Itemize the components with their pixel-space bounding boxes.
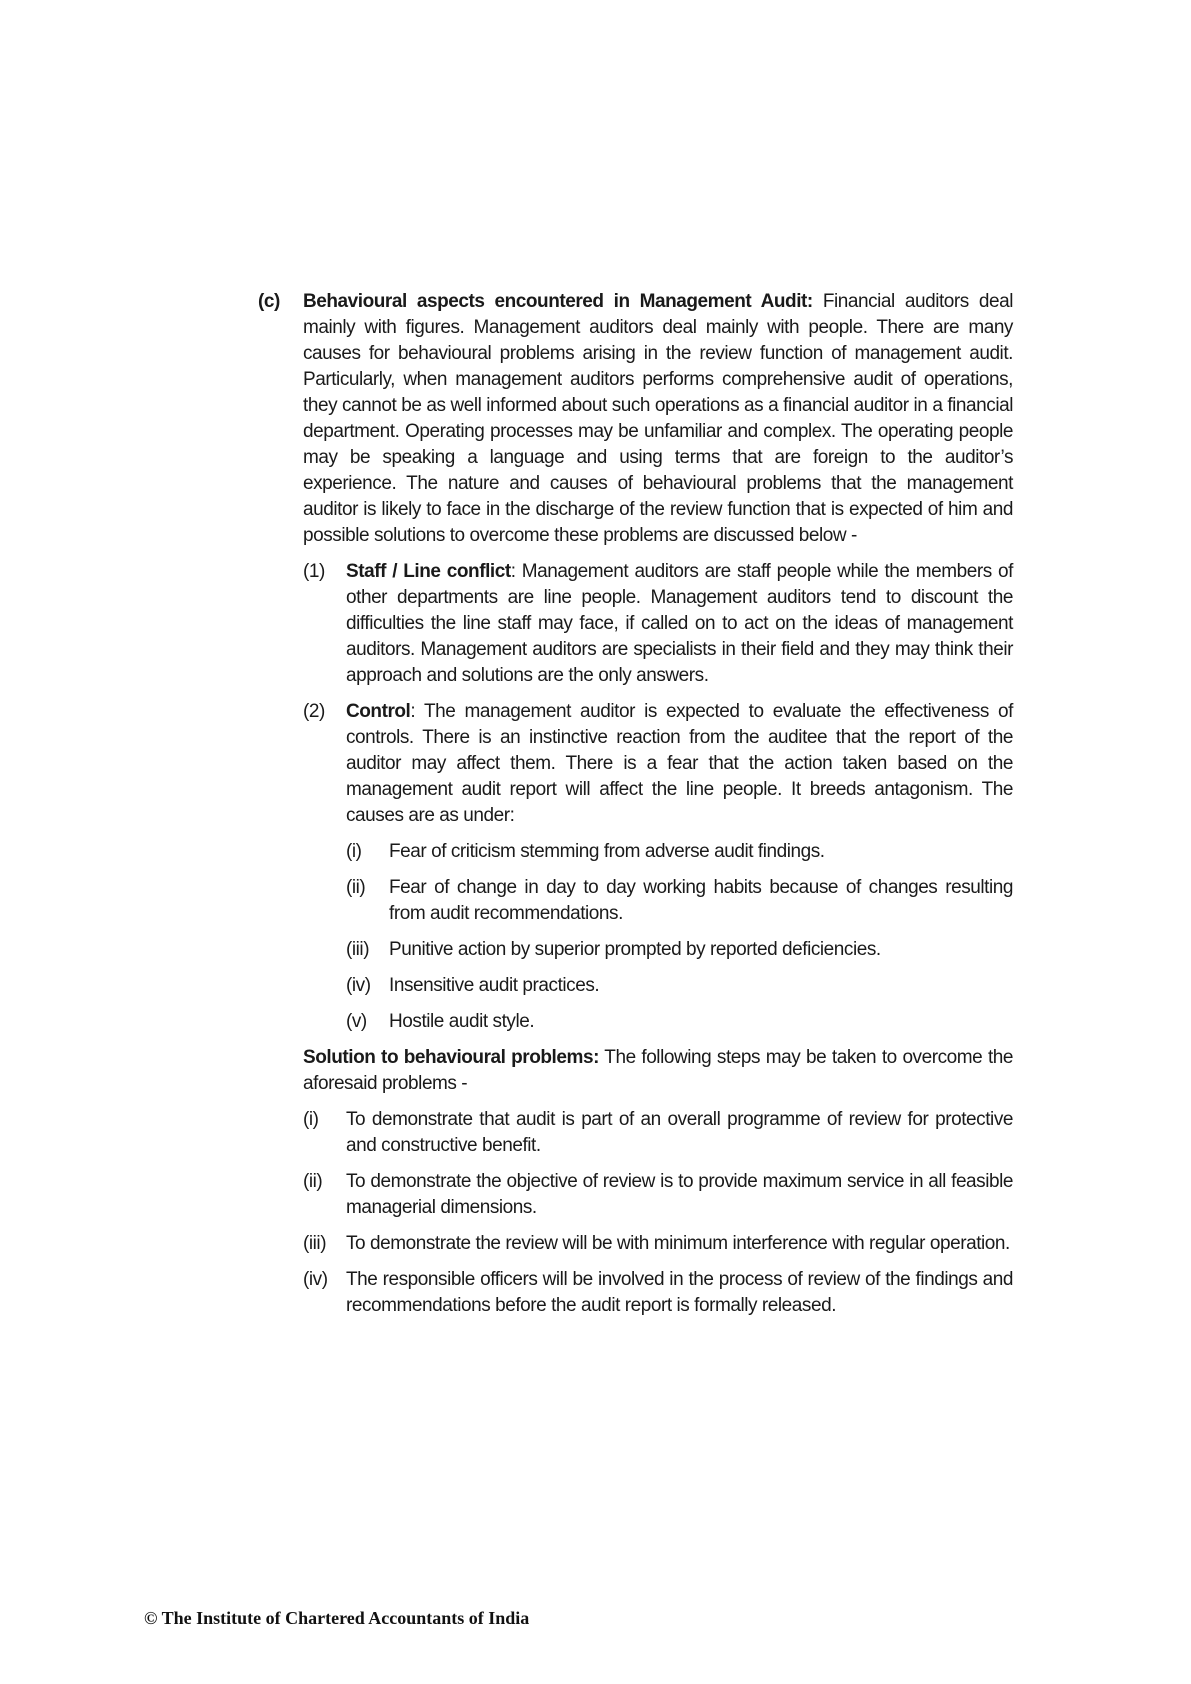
cause-item	[346, 839, 1013, 865]
problem-item	[303, 699, 1013, 829]
problem-text: : The management auditor is expected to evaluate the effectiveness of controls. There is an instinctive reaction from the auditee that the report of the auditor may affect them. There is a fear that the action taken based on the management audit report will affect the line people. It breeds antagonism. The causes are as under:	[346, 701, 1013, 826]
problem-paragraph	[346, 699, 1013, 829]
cause-label: (v)	[346, 1011, 367, 1032]
problem-heading: Staff / Line conflict	[346, 561, 511, 582]
cause-item	[346, 1009, 1013, 1035]
problem-item	[303, 559, 1013, 689]
cause-label: (i)	[346, 841, 362, 862]
cause-text: Punitive action by superior prompted by reported deficiencies.	[389, 939, 881, 960]
problem-heading: Control	[346, 701, 411, 722]
solution-step	[303, 1231, 1013, 1257]
problem-label: (2)	[303, 701, 325, 722]
solution-heading: Solution to behavioural problems:	[303, 1047, 599, 1068]
step-text: The responsible officers will be involved in the process of review of the findings and recommendations before the audit report is formally released.	[346, 1269, 1013, 1316]
problem-paragraph	[346, 559, 1013, 689]
section-label: (c)	[258, 291, 280, 312]
step-text: To demonstrate the objective of review is to provide maximum service in all feasible managerial dimensions.	[346, 1171, 1013, 1218]
problem-text: : Management auditors are staff people while the members of other departments are line people. Management auditors tend to discount the difficulties the line staff may face, if called on to act on the ideas of management auditors. Management auditors are specialists in their field and they may think their approach and solutions are the only answers.	[346, 561, 1013, 686]
solution-step	[303, 1267, 1013, 1319]
cause-label: (ii)	[346, 877, 366, 898]
cause-item	[346, 973, 1013, 999]
cause-text: Fear of change in day to day working habits because of changes resulting from audit recommendations.	[389, 877, 1013, 924]
step-text: To demonstrate that audit is part of an overall programme of review for protective and constructive benefit.	[346, 1109, 1013, 1156]
cause-text: Hostile audit style.	[389, 1011, 535, 1032]
step-label: (i)	[303, 1109, 319, 1130]
problem-label: (1)	[303, 561, 325, 582]
step-label: (iii)	[303, 1233, 327, 1254]
cause-label: (iii)	[346, 939, 370, 960]
cause-text: Fear of criticism stemming from adverse audit findings.	[389, 841, 825, 862]
section-c	[258, 289, 1013, 549]
solution-step	[303, 1107, 1013, 1159]
solution-intro: The following steps may be taken to overcome the aforesaid problems -	[303, 1047, 1014, 1094]
copyright-footer: © The Institute of Chartered Accountants of India	[144, 1608, 530, 1628]
cause-label: (iv)	[346, 975, 371, 996]
section-heading: Behavioural aspects encountered in Management Audit:	[303, 291, 813, 312]
cause-item	[346, 875, 1013, 927]
cause-item	[346, 937, 1013, 963]
answer-content	[258, 289, 1013, 1319]
step-text: To demonstrate the review will be with minimum interference with regular operation.	[346, 1233, 1010, 1254]
cause-text: Insensitive audit practices.	[389, 975, 600, 996]
section-text: Financial auditors deal mainly with figures. Management auditors deal mainly with people. There are many causes for behavioural problems arising in the review function of management audit. Particularly, when management auditors performs comprehensive audit of operations, they cannot be as well informed about such operations as a financial auditor in a financial department. Operating processes may be unfamiliar and complex. The operating people may be speaking a language and using terms that are foreign to the auditor’s experience. The nature and causes of behavioural problems that the management auditor is likely to face in the discharge of the review function that is expected of him and possible solutions to overcome these problems are discussed below -	[303, 291, 1014, 546]
solution-paragraph	[303, 1045, 1013, 1097]
step-label: (iv)	[303, 1269, 328, 1290]
solution-step	[303, 1169, 1013, 1221]
step-label: (ii)	[303, 1171, 323, 1192]
section-paragraph	[303, 289, 1013, 549]
